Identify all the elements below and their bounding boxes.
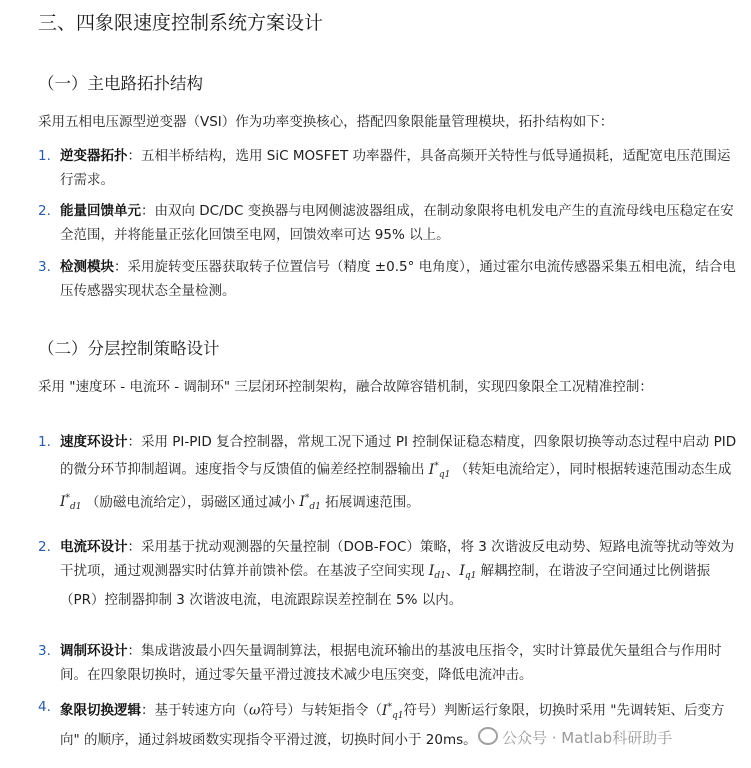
symbol-omega: ω [249, 702, 261, 719]
list-item [38, 535, 743, 612]
list-item [38, 199, 743, 247]
list-text: 、 [445, 563, 460, 579]
list-number: 1. [38, 148, 51, 164]
list-text: 符号）判断运行象限，切换时采用 "先调转矩、后变方向" 的顺序，通过斜坡函数实现指令平滑过渡，切换时间小于 20ms。 [60, 702, 725, 748]
list-number: 2. [38, 203, 51, 219]
list-number: 3. [38, 259, 51, 275]
list-text: ：采用基于扰动观测器的矢量控制（DOB-FOC）策略，将 3 次谐波反电动势、短路电流等扰动等效为干扰项，通过观测器实时估算并前馈补偿。在基波子空间实现 [60, 539, 735, 579]
symbol-iq1-ref: $I^*_{q1}$ [381, 702, 404, 721]
list-term: 象限切换逻辑 [60, 702, 141, 719]
list-item [38, 144, 743, 192]
list-number: 4. [38, 699, 51, 715]
section-title: 三、四象限速度控制系统方案设计 [38, 12, 324, 34]
list-number: 1. [38, 434, 51, 450]
symbol-iq1-ref: $I^*_{q1}$ [428, 461, 451, 480]
subsection-2-intro: 采用 "速度环 - 电流环 - 调制环" 三层闭环控制架构，融合故障容错机制，实现四象限全工况精准控制： [38, 379, 653, 395]
list-term: 检测模块 [60, 259, 114, 275]
list-term: 电流环设计 [60, 539, 128, 555]
list-text: ：基于转速方向（ [141, 702, 249, 719]
list-number: 2. [38, 539, 51, 555]
symbol-id1-ref: $I^*_{d1}$ [299, 493, 321, 513]
subsection-2-title: （二）分层控制策略设计 [38, 339, 220, 358]
list-item [38, 255, 743, 303]
list-text: ：采用旋转变压器获取转子位置信号（精度 ±0.5° 电角度），通过霍尔电流传感器采集五相电流，结合电压传感器实现状态全量检测。 [60, 259, 736, 299]
watermark [478, 727, 672, 748]
symbol-iq1: $I_{q1}$ [459, 563, 477, 581]
list-text: ：五相半桥结构，选用 SiC MOSFET 功率器件，具备高频开关特性与低导通损耗，适配宽电压范围运行需求。 [60, 148, 731, 188]
list-number: 3. [38, 643, 51, 659]
list-term: 速度环设计 [60, 434, 128, 450]
list-text: （转矩电流给定），同时根据转速范围动态生成 [454, 461, 732, 478]
list-term: 调制环设计 [60, 643, 128, 659]
list-text: 拓展调速范围。 [325, 494, 420, 511]
list-term: 能量回馈单元 [60, 203, 141, 219]
list-item [38, 430, 743, 519]
symbol-id1: $I_{d1}$ [428, 563, 446, 581]
list-text: ：集成谐波最小四矢量调制算法，根据电流环输出的基波电压指令，实时计算最优矢量组合与作用时间。在四象限切换时，通过零矢量平滑过渡技术减少电压突变，降低电流冲击。 [60, 643, 722, 683]
watermark-text: 公众号 · Matlab科研助手 [502, 729, 673, 747]
list-text: （励磁电流给定），弱磁区通过减小 [85, 494, 296, 511]
list-text: 解耦控制，在谐波子空间通过比例谐振（PR）控制器抑制 3 次谐波电流，电流跟踪误差控制在 5% 以内。 [60, 563, 711, 608]
list-term: 逆变器拓扑 [60, 148, 128, 164]
subsection-1-title: （一）主电路拓扑结构 [38, 74, 203, 93]
list-item [38, 639, 743, 687]
list-text: 符号）与转矩指令（ [260, 702, 382, 719]
list-text: ：由双向 DC/DC 变换器与电网侧滤波器组成，在制动象限将电机发电产生的直流母线电压稳定在安全范围，并将能量正弦化回馈至电网，回馈效率可达 95% 以上。 [60, 203, 734, 243]
wechat-icon [478, 727, 498, 745]
list-text: ：采用 PI-PID 复合控制器，常规工况下通过 PI 控制保证稳态精度，四象限切换等动态过程中启动 PID 的微分环节抑制超调。速度指令与反馈值的偏差经控制器输出 [60, 434, 737, 478]
subsection-1-intro: 采用五相电压源型逆变器（VSI）作为功率变换核心，搭配四象限能量管理模块，拓扑结构如下： [38, 114, 614, 130]
symbol-id1-ref: $I^*_{d1}$ [60, 493, 82, 513]
